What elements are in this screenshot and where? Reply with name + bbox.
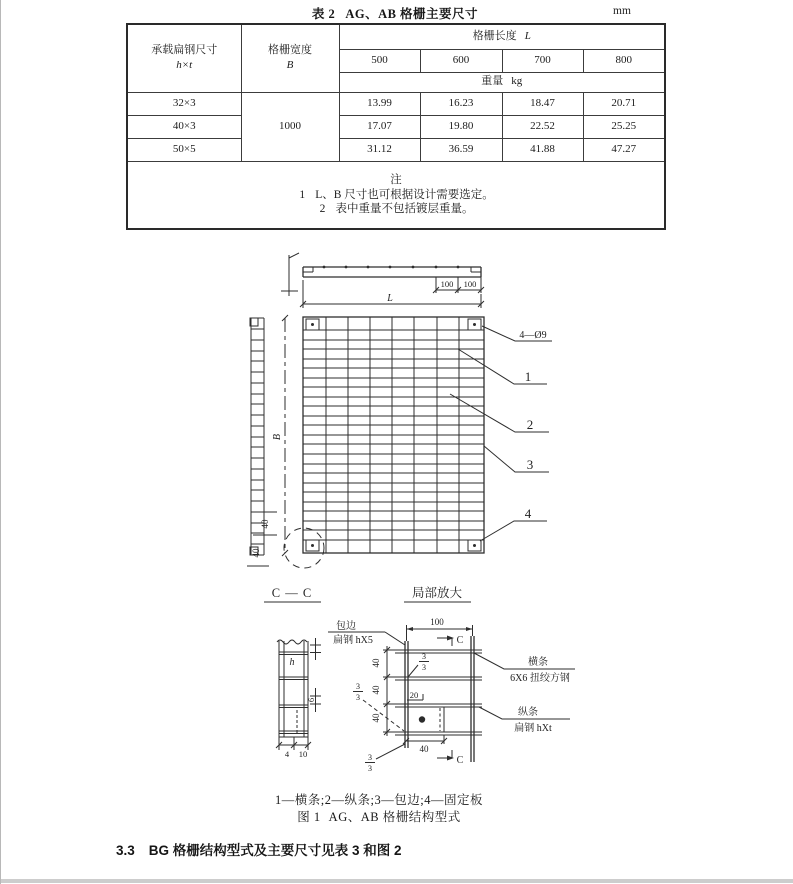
bearing-line2: 扁钢 hXt xyxy=(514,723,552,734)
clip-flag-mark xyxy=(281,253,299,296)
cell-weight-r2c0: 31.12 xyxy=(339,138,420,161)
edge-bar-end-plates xyxy=(303,267,481,272)
cell-weight-r2c3: 47.27 xyxy=(583,138,665,161)
header-grating-length-var: L xyxy=(524,29,531,42)
dim-100-detail-label: 100 xyxy=(430,617,444,627)
edge-wrap-line2: 扁钢 hX5 xyxy=(333,635,373,646)
dim-6-label: 6 xyxy=(306,697,316,703)
cell-weight-r1c3: 25.25 xyxy=(583,115,665,138)
header-grating-width xyxy=(241,24,339,92)
note-1-num: 1 xyxy=(299,188,306,201)
section-heading xyxy=(116,839,402,859)
dim-h-label: h xyxy=(289,657,295,668)
section-cc-title: C — C xyxy=(271,586,313,600)
section-c-c xyxy=(264,586,321,759)
header-flat-steel-line2: h×t xyxy=(176,59,193,72)
dim-40-bottom-lines xyxy=(403,735,447,744)
figure-name: AG、AB 格栅结构型式 xyxy=(328,810,461,824)
header-grating-length xyxy=(339,24,665,49)
weld-3-num: 3 xyxy=(368,753,372,762)
cell-weight-r2c1: 36.59 xyxy=(420,138,502,161)
note-1 xyxy=(128,188,664,202)
section-mark-bottom xyxy=(437,750,464,766)
edge-wrap-line1: 包边 xyxy=(336,621,356,632)
weld-symbol-1 xyxy=(408,652,429,677)
figure-number: 图 1 xyxy=(297,810,321,824)
weld-symbol-3 xyxy=(365,744,405,773)
cell-size-row2: 50×5 xyxy=(127,138,241,161)
note-2 xyxy=(128,202,664,216)
length-value-800: 800 xyxy=(583,49,665,72)
dim-100-right: 100 xyxy=(463,279,477,289)
cell-weight-r0c0: 13.99 xyxy=(339,92,420,115)
table-row xyxy=(127,138,665,161)
dim-B-label: B xyxy=(272,433,283,441)
header-flat-steel-line1: 承载扁钢尺寸 xyxy=(151,43,218,56)
cross-bars xyxy=(303,330,484,540)
crossbar-line2: 6X6 扭绞方钢 xyxy=(510,673,570,684)
cell-weight-r0c3: 20.71 xyxy=(583,92,665,115)
table-title xyxy=(126,4,664,22)
section-number: 3.3 xyxy=(116,843,135,858)
dimension-table xyxy=(126,23,666,230)
dim-20-label: 20 xyxy=(409,690,419,700)
header-grating-width-line1: 格栅宽度 xyxy=(268,43,312,56)
detail-title: 局部放大 xyxy=(411,586,463,600)
weld-2-num: 3 xyxy=(356,682,360,691)
header-grating-length-label: 格栅长度 xyxy=(472,29,517,42)
top-edge-view xyxy=(281,253,484,308)
callout-1-label: 1 xyxy=(524,369,532,384)
note-2-text: 表中重量不包括镀层重量。 xyxy=(335,202,474,215)
dim-40-3: 40 xyxy=(371,713,381,723)
page-bottom-edge xyxy=(1,879,793,883)
bearing-bar-label xyxy=(479,705,570,734)
section-mark-top-label: C xyxy=(456,635,464,646)
callout-holes-label: 4—Ø9 xyxy=(519,330,547,341)
bearing-bar xyxy=(471,636,474,762)
callout-3-label: 3 xyxy=(526,457,534,472)
dim-chain-lines xyxy=(383,646,396,736)
figure-title-caption xyxy=(139,807,619,825)
table-row xyxy=(127,115,665,138)
dim-10-label: 10 xyxy=(298,749,308,759)
edge-wrap-label xyxy=(328,619,405,646)
cell-weight-r0c1: 16.23 xyxy=(420,92,502,115)
cell-weight-r2c2: 41.88 xyxy=(502,138,583,161)
cell-weight-r1c1: 19.80 xyxy=(420,115,502,138)
dim-4-label: 4 xyxy=(284,749,290,759)
callout-4-label: 4 xyxy=(524,506,532,521)
unit-label: mm xyxy=(613,5,631,17)
callouts xyxy=(450,326,552,541)
section-cc-outline xyxy=(279,641,308,737)
arrow-right xyxy=(466,627,473,631)
dim-40-upper: 40 xyxy=(260,519,270,529)
plan-view xyxy=(247,315,552,568)
dim-L-label: L xyxy=(387,293,393,304)
fixing-plate xyxy=(419,707,444,732)
crossbar-label xyxy=(474,653,575,684)
notes-label: 注 xyxy=(390,174,402,187)
section-text: BG 格栅结构型式及主要尺寸见表 3 和图 2 xyxy=(148,843,402,858)
cell-weight-r1c0: 17.07 xyxy=(339,115,420,138)
crossbar-line1: 横条 xyxy=(528,657,548,668)
header-grating-width-line2: B xyxy=(286,59,294,72)
detail-area-circle xyxy=(284,528,324,568)
header-weight-unit: kg xyxy=(511,75,523,88)
note-2-num: 2 xyxy=(319,202,326,215)
section-mark-top xyxy=(437,635,464,646)
cell-size-row1: 40×3 xyxy=(127,115,241,138)
plate-hole xyxy=(419,716,425,722)
dim-t-ticks xyxy=(310,638,321,660)
weld-1-den: 3 xyxy=(422,663,426,672)
cell-weight-r1c2: 22.52 xyxy=(502,115,583,138)
edge-bar-outline xyxy=(303,267,481,277)
weld-1-num: 3 xyxy=(422,652,426,661)
cell-width-value: 1000 xyxy=(241,92,339,161)
figure-parts-caption: 1—横条;2—纵条;3—包边;4—固定板 xyxy=(275,793,483,807)
table-title-prefix: 表 2 xyxy=(311,7,336,21)
header-weight-label: 重量 xyxy=(481,75,504,88)
dim-40-lower: 40 xyxy=(251,548,261,558)
dim-100-left: 100 xyxy=(440,279,454,289)
table-notes xyxy=(127,161,665,229)
header-flat-steel xyxy=(127,24,241,92)
length-value-500: 500 xyxy=(339,49,420,72)
cell-weight-r0c2: 18.47 xyxy=(502,92,583,115)
section-mark-bottom-label: C xyxy=(456,755,464,766)
detail-view xyxy=(328,585,575,773)
break-line xyxy=(277,640,307,644)
length-value-700: 700 xyxy=(502,49,583,72)
dim-40-1: 40 xyxy=(371,658,381,668)
table-row xyxy=(127,92,665,115)
weld-3-den: 3 xyxy=(368,764,372,773)
cell-size-row0: 32×3 xyxy=(127,92,241,115)
note-1-text: L、B 尺寸也可根据设计需要选定。 xyxy=(315,188,494,201)
callout-2-label: 2 xyxy=(526,417,534,432)
figure-1-drawing xyxy=(1,240,793,840)
dim-40-2: 40 xyxy=(371,685,381,695)
weld-2-den: 3 xyxy=(356,693,360,702)
side-elevation xyxy=(250,318,264,555)
table-title-text: AG、AB 格栅主要尺寸 xyxy=(345,7,479,21)
arrow-left xyxy=(407,627,414,631)
length-value-600: 600 xyxy=(420,49,502,72)
bearing-line1: 纵条 xyxy=(518,707,538,718)
dim-40-bottom-label: 40 xyxy=(419,744,429,754)
header-weight xyxy=(339,72,665,92)
